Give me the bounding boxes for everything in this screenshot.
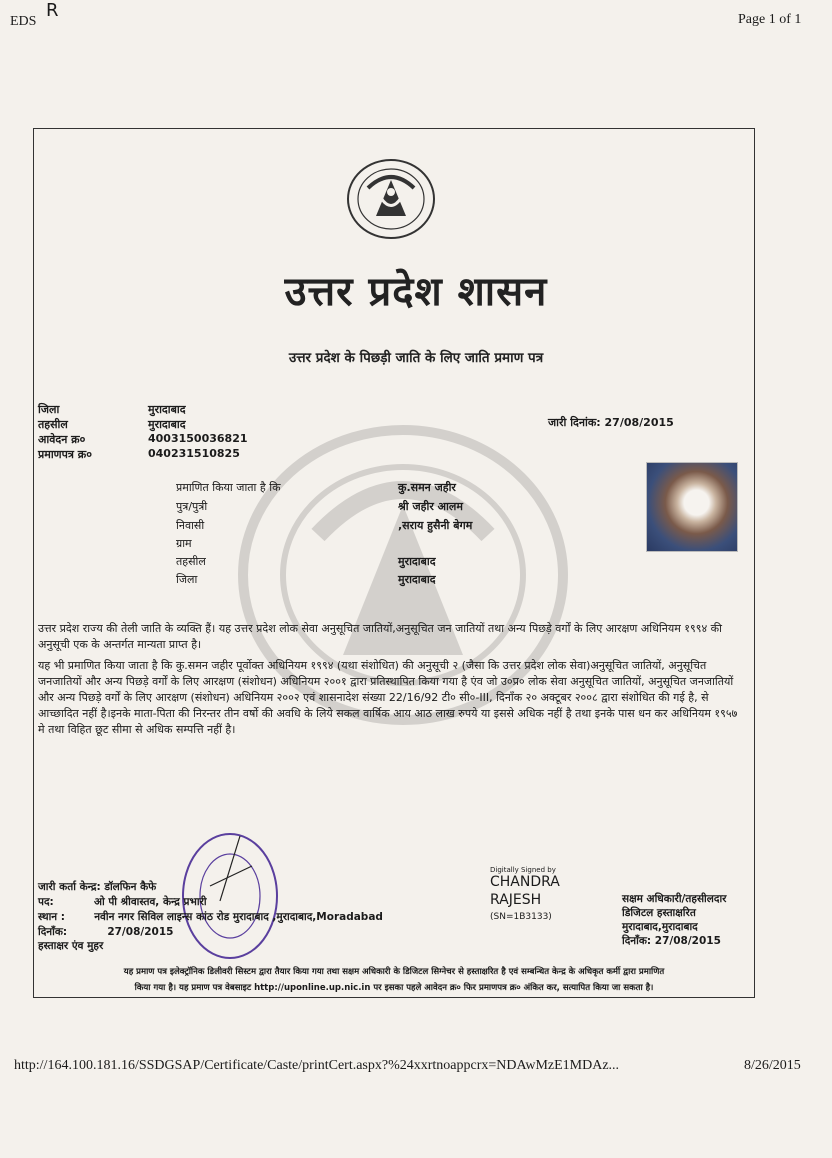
application-number: 4003150036821 xyxy=(148,432,248,445)
field-value: मुरादाबाद xyxy=(398,555,436,568)
print-url: http://164.100.181.16/SSDGSAP/Certificate/Caste/printCert.aspx?%24xxrtnoappcrx=NDAwMzE1MDAz... xyxy=(14,1058,620,1073)
handwritten-mark: R xyxy=(46,0,59,21)
footer-note-line-2: किया गया है। यह प्रमाण पत्र वेबसाइट http://uponline.up.nic.in पर इसका पहले आवेदन क्र० फिर प्रमाणपत्र क्र० अंकित कर, सत्यापित किया जा सकता है। xyxy=(134,983,654,993)
page-label: Page 1 of 1 xyxy=(738,12,802,27)
digitally-signed-hindi: डिजिटल हस्ताक्षरित xyxy=(622,907,696,919)
field-value: मुरादाबाद xyxy=(398,573,436,586)
authority-location: मुरादाबाद,मुरादाबाद xyxy=(622,921,698,933)
applicant-photo xyxy=(646,462,738,552)
issue-date: जारी दिनांक: 27/08/2015 xyxy=(548,416,674,429)
left-mark: EDS xyxy=(10,14,37,29)
field-label: निवासी xyxy=(176,519,205,532)
competent-authority: सक्षम अधिकारी/तहसीलदार xyxy=(622,893,727,905)
issuing-center: जारी कर्ता केन्द्र: डॉलफिन कैफे xyxy=(38,881,157,893)
signer-name xyxy=(490,873,560,909)
issuer-designation: पद: ओ पी श्रीवास्तव, केन्द्र प्रभारी xyxy=(38,896,207,908)
print-date: 8/26/2015 xyxy=(744,1058,801,1073)
authority-date: दिनाँक: 27/08/2015 xyxy=(622,935,721,947)
document-title: उत्तर प्रदेश शासन xyxy=(284,269,548,315)
field-label: जिला xyxy=(176,573,198,586)
certificate-paragraph-2: यह भी प्रमाणित किया जाता है कि कु.समन जहीर पूर्वोक्त अधिनियम १९९४ (यथा संशोधित) की अनुसूची २ (जैसा कि उत्तर प्रदेश लोक सेवा)अनुसूचित जातियों, अनुसूचित जनजातियों और अन्य पिछड़े वर्गों के लिए आरक्षण (संशोधन) अधिनियम २००१ द्वारा प्रतिस्थापित किया गया है एंव जो उ०प्र० लोक सेवा अनुसूचित जातियों, अनुसूचित जनजातियों और अन्य पिछड़े वर्गों के लिए आरक्षण (संशोधन) अधिनियम २००२ एवं शासनादेश संख्या 22/16/92 टी० सी०-III, दिनाँक २० अक्टूबर २००८ द्वारा संशोधित की गई है, से आच्छादित नहीं है।इनके माता-पिता की निरन्तर तीन वर्षो की अवधि के लिये सकल वार्षिक आय आठ लाख रुपये या इससे अधिक नहीं है तथा इनके पास धन कर अधिनियम १९५७ मे तथा विहित छूट सीमा से अधिक सम्पत्ति नहीं है। xyxy=(38,659,738,736)
signer-last-name: RAJESH xyxy=(490,892,542,908)
field-label: ग्राम xyxy=(176,537,192,550)
meta-value: मुरादाबाद xyxy=(148,418,186,431)
up-emblem-icon xyxy=(346,158,436,240)
meta-label: प्रमाणपत्र क्र० xyxy=(38,448,92,461)
digitally-signed-label: Digitally Signed by xyxy=(490,866,556,874)
field-label: प्रमाणित किया जाता है कि xyxy=(176,481,281,494)
field-value: श्री जहीर आलम xyxy=(398,500,463,513)
field-label: पुत्र/पुत्री xyxy=(176,500,208,513)
document-subtitle: उत्तर प्रदेश के पिछड़ी जाति के लिए जाति प्रमाण पत्र xyxy=(288,350,544,366)
signature-seal-label: हस्ताक्षर एंव मुहर xyxy=(38,940,104,952)
certificate-paragraph-1: उत्तर प्रदेश राज्य की तेली जाति के व्यक्ति हैं। यह उत्तर प्रदेश लोक सेवा अनुसूचित जातियों,अनुसूचित जन जातियों तथा अन्य पिछड़े वर्गों के लिए आरक्षण अधिनियम १९९४ की अनुसूची एक के अन्तर्गत मान्यता प्राप्त है। xyxy=(38,622,722,651)
meta-label: जिला xyxy=(38,403,60,416)
footer-note-line-1: यह प्रमाण पत्र इलेक्ट्रॉनिक डिलीवरी सिस्टम द्वारा तैयार किया गया तथा सक्षम अधिकारी के डिजिटल सिग्नेचर से हस्ताक्षरित है एवं सम्बन्धित केन्द्र के अधिकृत कर्मी द्वारा प्रमाणित xyxy=(123,967,665,977)
meta-value: मुरादाबाद xyxy=(148,403,186,416)
field-label: तहसील xyxy=(176,555,206,568)
field-value: ,सराय हुसैनी बेगम xyxy=(398,519,473,532)
signer-serial: (SN=1B3133) xyxy=(490,912,552,922)
issuer-place: स्थान : नवीन नगर सिविल लाइन्स कांठ रोड मुरादाबाद ,मुरादाबाद,Moradabad xyxy=(38,911,383,923)
certificate-number: 040231510825 xyxy=(148,447,240,460)
meta-label: आवेदन क्र० xyxy=(38,433,86,446)
meta-label: तहसील xyxy=(38,418,68,431)
field-value: कु.समन जहीर xyxy=(398,481,456,494)
signer-first-name: CHANDRA xyxy=(490,874,560,890)
issuer-date: दिनाँक: 27/08/2015 xyxy=(38,926,174,938)
